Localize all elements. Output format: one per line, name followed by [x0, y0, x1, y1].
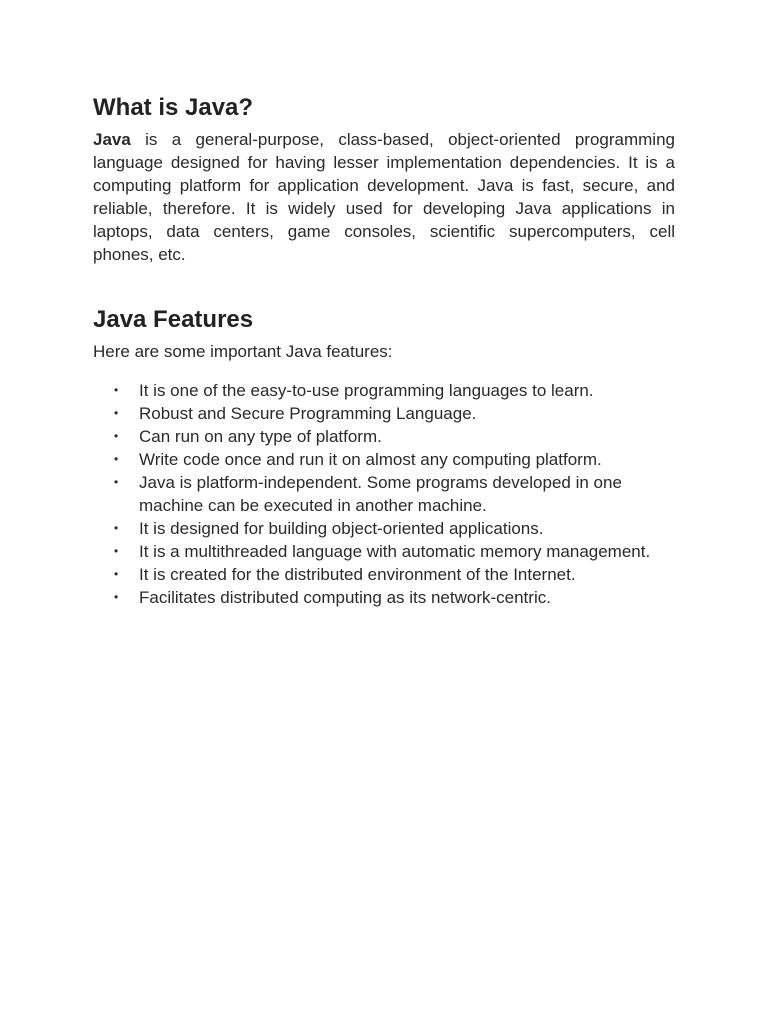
- bullet-icon: •: [114, 475, 119, 489]
- paragraph-body: is a general-purpose, class-based, object-oriented programming language designed for having lesser implementation dependencies. It is a computing platform for application development. Java is fast, secure, and reliable, therefore. It is widely used for developing Java applications in laptops, data centers, game consoles, scientific supercomputers, cell phones, etc.: [93, 130, 675, 264]
- list-item-text: It is one of the easy-to-use programming languages to learn.: [139, 381, 594, 400]
- bullet-icon: •: [114, 521, 119, 535]
- list-item: [93, 563, 675, 586]
- list-item: [93, 517, 675, 540]
- list-item-text: Robust and Secure Programming Language.: [139, 404, 477, 423]
- list-item-text: Java is platform-independent. Some programs developed in one machine can be executed in another machine.: [139, 473, 622, 515]
- list-item: [93, 448, 675, 471]
- list-item: [93, 402, 675, 425]
- list-item-text: Facilitates distributed computing as its network-centric.: [139, 588, 551, 607]
- bullet-icon: •: [114, 452, 119, 466]
- list-item-text: Write code once and run it on almost any computing platform.: [139, 450, 602, 469]
- list-item: [93, 471, 675, 517]
- heading-java-features: Java Features: [93, 306, 254, 333]
- list-item-text: It is created for the distributed environment of the Internet.: [139, 565, 576, 584]
- list-item-text: It is designed for building object-oriented applications.: [139, 519, 544, 538]
- list-item: [93, 540, 675, 563]
- list-item: [93, 586, 675, 609]
- feature-list: [93, 379, 675, 609]
- bullet-icon: •: [114, 567, 119, 581]
- bullet-icon: •: [114, 429, 119, 443]
- list-item-text: Can run on any type of platform.: [139, 427, 382, 446]
- features-intro: Here are some important Java features:: [93, 342, 393, 361]
- java-description-paragraph: [93, 128, 675, 266]
- heading-what-is-java: What is Java?: [93, 94, 254, 121]
- bullet-icon: •: [114, 383, 119, 397]
- bullet-icon: •: [114, 590, 119, 604]
- list-item-text: It is a multithreaded language with automatic memory management.: [139, 542, 651, 561]
- paragraph-lead-word: Java: [93, 130, 131, 149]
- document-page: [93, 92, 675, 609]
- list-item: [93, 425, 675, 448]
- bullet-icon: •: [114, 544, 119, 558]
- list-item: [93, 379, 675, 402]
- bullet-icon: •: [114, 406, 119, 420]
